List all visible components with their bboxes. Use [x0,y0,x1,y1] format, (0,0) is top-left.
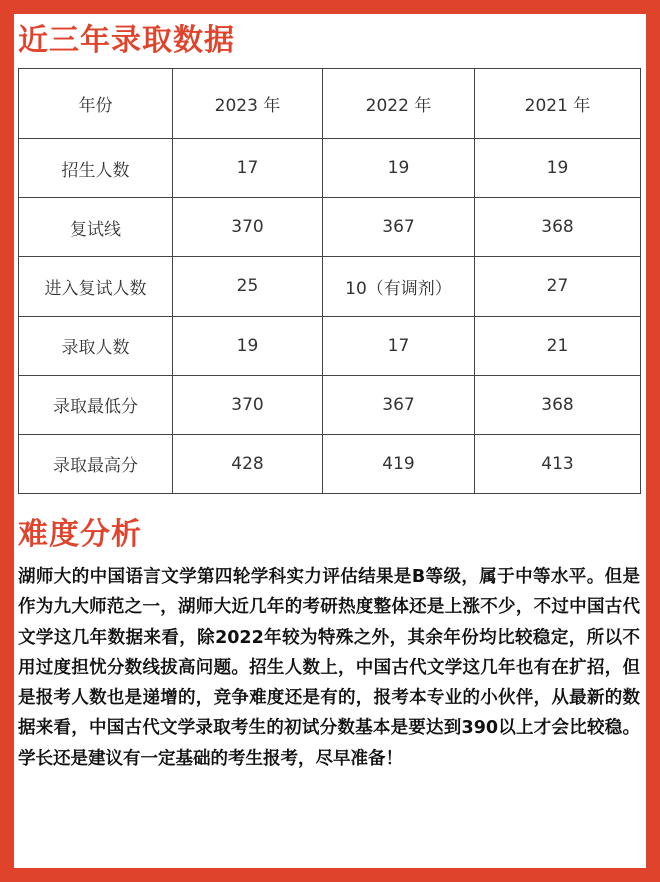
table-cell: 419 [323,434,475,493]
table-cell: 17 [173,139,323,198]
analysis-paragraph: 湖师大的中国语言文学第四轮学科实力评估结果是B等级，属于中等水平。但是作为九大师范之一，湖师大近几年的考研热度整体还是上涨不少，不过中国古代文学这几年数据来看，除2022年较为特殊之外，其余年份均比较稳定，所以不用过度担忧分数线拔高问题。招生人数上，中国古代文学这几年也有在扩招，但是报考人数也是递增的，竞争难度还是有的，报考本专业的小伙伴，从最新的数据来看，中国古代文学录取考生的初试分数基本是要达到390以上才会比较稳。学长还是建议有一定基础的考生报考，尽早准备！ [18,567,640,769]
table-cell: 21 [475,316,641,375]
table-row [19,434,641,493]
table-row [19,198,641,257]
table-cell: 17 [323,316,475,375]
table-cell: 25 [173,257,323,316]
table-cell: 27 [475,257,641,316]
table-cell: 368 [475,198,641,257]
table-cell: 428 [173,434,323,493]
table-row [19,316,641,375]
header-cell: 2023 年 [173,69,323,139]
table-cell: 367 [323,198,475,257]
row-label: 录取最低分 [19,375,173,434]
table-header-row [19,69,641,139]
header-cell: 2022 年 [323,69,475,139]
table-cell: 19 [475,139,641,198]
row-label: 进入复试人数 [19,257,173,316]
table-row [19,375,641,434]
table-cell: 413 [475,434,641,493]
row-label: 录取最高分 [19,434,173,493]
table-cell: 370 [173,198,323,257]
table-row [19,257,641,316]
table-cell: 367 [323,375,475,434]
table-row [19,139,641,198]
table-cell: 19 [323,139,475,198]
table-cell: 19 [173,316,323,375]
table-cell: 368 [475,375,641,434]
header-cell: 年份 [19,69,173,139]
table-cell: 370 [173,375,323,434]
row-label: 复试线 [19,198,173,257]
table-cell: 10（有调剂） [323,257,475,316]
section-title-difficulty-analysis: 难度分析 [18,517,142,552]
row-label: 招生人数 [19,139,173,198]
admission-data-table [18,68,641,494]
header-cell: 2021 年 [475,69,641,139]
row-label: 录取人数 [19,316,173,375]
section-title-admission-data: 近三年录取数据 [18,23,235,58]
